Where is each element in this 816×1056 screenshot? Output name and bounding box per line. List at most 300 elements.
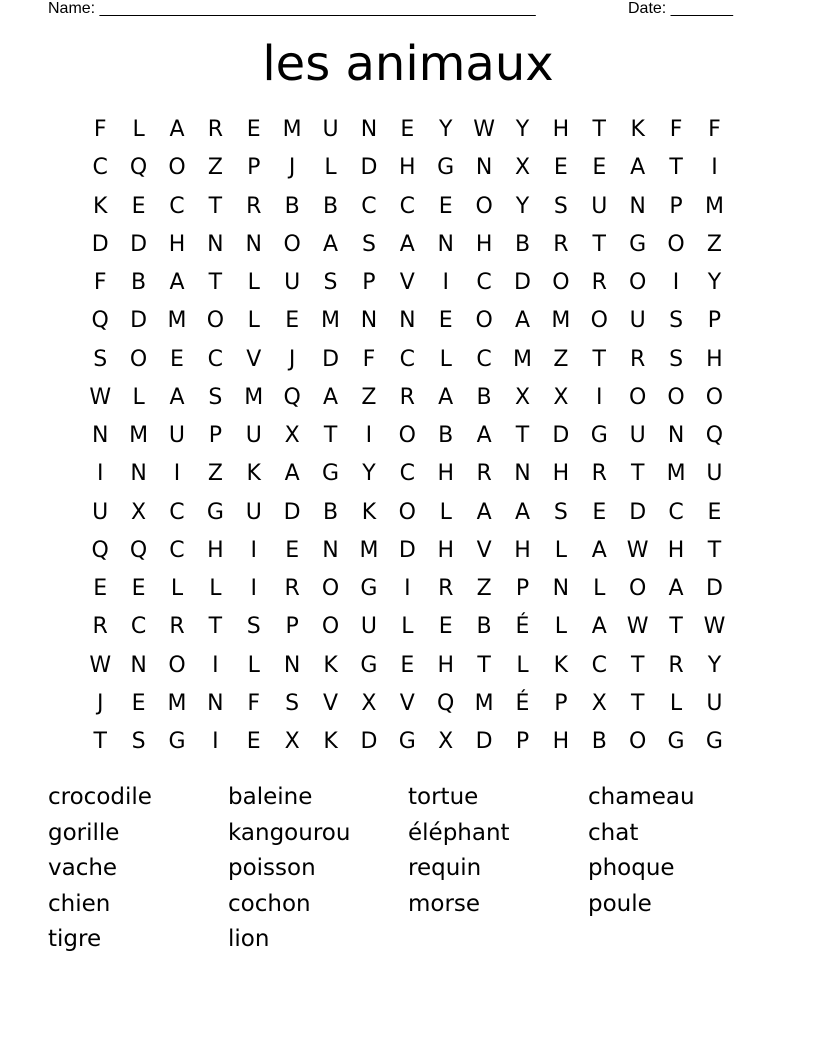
grid-cell: T [669, 155, 683, 181]
grid-cell: Q [705, 423, 724, 449]
grid-cell: L [132, 117, 145, 143]
grid-row [81, 494, 734, 532]
grid-cell: I [404, 576, 411, 602]
grid-cell: A [591, 614, 607, 640]
grid-cell: N [360, 308, 378, 334]
grid-cell: B [284, 193, 300, 219]
grid-cell: I [672, 270, 680, 296]
grid-cell: C [399, 461, 415, 487]
grid-row [81, 341, 734, 379]
grid-cell: É [515, 614, 530, 640]
grid-cell: W [473, 117, 495, 143]
grid-cell: X [361, 690, 377, 716]
word-list-item: kangourou [228, 819, 351, 846]
grid-cell: E [131, 690, 146, 716]
grid-cell: A [169, 117, 185, 143]
grid-cell: Z [207, 155, 223, 181]
name-field-label: Name: _________________________________________________ [48, 0, 536, 17]
grid-cell: A [284, 461, 300, 487]
grid-cell: V [476, 537, 492, 563]
grid-cell: F [669, 117, 683, 143]
grid-cell: Q [91, 308, 109, 334]
grid-cell: O [667, 231, 685, 257]
grid-cell: I [596, 384, 603, 410]
grid-cell: G [360, 652, 378, 678]
grid-cell: O [321, 614, 340, 640]
grid-cell: E [438, 614, 453, 640]
grid-row [81, 302, 734, 340]
grid-cell: J [96, 690, 104, 716]
word-search-grid [81, 111, 734, 761]
grid-cell: A [323, 231, 339, 257]
grid-cell: T [592, 117, 606, 143]
grid-cell: A [591, 537, 607, 563]
grid-cell: E [553, 155, 568, 181]
grid-cell: L [593, 576, 606, 602]
grid-row [81, 685, 734, 723]
grid-cell: C [476, 346, 492, 372]
grid-cell: T [630, 652, 645, 678]
grid-cell: P [707, 308, 722, 334]
grid-cell: I [212, 652, 219, 678]
grid-cell: H [667, 537, 685, 563]
grid-cell: R [630, 346, 646, 372]
grid-cell: H [437, 537, 454, 563]
grid-cell: O [475, 308, 493, 334]
grid-cell: Z [706, 231, 722, 257]
grid-cell: E [438, 308, 453, 334]
grid-cell: K [323, 729, 338, 755]
grid-cell: L [247, 308, 260, 334]
grid-cell: O [475, 193, 493, 219]
grid-row [81, 608, 734, 646]
grid-cell: U [360, 614, 377, 640]
grid-cell: M [474, 690, 494, 716]
grid-cell: W [89, 384, 112, 410]
grid-cell: C [591, 652, 607, 678]
grid-cell: I [250, 537, 257, 563]
grid-cell: A [323, 384, 339, 410]
grid-row [81, 149, 734, 187]
grid-cell: L [439, 346, 452, 372]
grid-cell: I [96, 461, 104, 487]
grid-cell: L [554, 537, 568, 563]
grid-cell: S [553, 499, 568, 525]
grid-cell: G [322, 461, 340, 487]
grid-cell: O [321, 576, 340, 602]
word-list-item: vache [48, 855, 118, 881]
grid-cell: G [629, 231, 647, 257]
grid-cell: M [359, 537, 379, 563]
grid-cell: N [360, 117, 378, 143]
grid-cell: T [323, 423, 338, 449]
grid-cell: C [399, 193, 415, 219]
grid-cell: N [322, 537, 339, 563]
grid-cell: C [169, 193, 185, 219]
grid-cell: C [361, 193, 377, 219]
word-list-item: chameau [588, 784, 695, 810]
grid-cell: X [284, 423, 300, 449]
word-list-item: poisson [228, 855, 316, 881]
grid-cell: O [129, 346, 148, 372]
grid-cell: N [130, 652, 147, 678]
grid-cell: D [130, 231, 148, 257]
grid-cell: O [552, 270, 570, 296]
grid-cell: V [323, 690, 339, 716]
grid-row [81, 379, 734, 417]
grid-cell: O [629, 270, 647, 296]
grid-cell: S [323, 270, 338, 296]
grid-cell: D [552, 423, 570, 449]
word-list-item: éléphant [408, 819, 510, 846]
grid-cell: K [630, 117, 645, 143]
grid-cell: S [208, 384, 223, 410]
grid-cell: Q [129, 537, 148, 563]
grid-cell: L [209, 576, 222, 602]
grid-row [81, 455, 734, 493]
grid-cell: X [438, 729, 454, 755]
grid-cell: N [130, 461, 147, 487]
grid-cell: A [438, 384, 454, 410]
grid-cell: L [170, 576, 184, 602]
grid-cell: G [398, 729, 416, 755]
grid-cell: A [630, 155, 646, 181]
grid-cell: A [668, 576, 684, 602]
grid-cell: D [514, 270, 531, 296]
grid-cell: B [438, 423, 454, 449]
grid-cell: R [438, 576, 454, 602]
grid-cell: B [514, 231, 531, 257]
grid-cell: E [438, 193, 453, 219]
grid-cell: N [514, 461, 531, 487]
grid-cell: R [284, 576, 300, 602]
grid-cell: X [131, 499, 147, 525]
grid-cell: A [399, 231, 415, 257]
grid-cell: H [552, 729, 570, 755]
grid-cell: R [246, 193, 262, 219]
grid-cell: X [514, 155, 531, 181]
grid-row [81, 417, 734, 455]
grid-cell: W [703, 614, 726, 640]
grid-cell: A [169, 270, 185, 296]
grid-cell: M [167, 690, 187, 716]
grid-cell: N [552, 576, 570, 602]
grid-cell: O [629, 576, 647, 602]
grid-cell: X [284, 729, 300, 755]
grid-cell: D [360, 729, 378, 755]
grid-cell: O [398, 423, 416, 449]
grid-cell: N [399, 308, 416, 334]
grid-cell: S [131, 729, 146, 755]
grid-cell: P [362, 270, 376, 296]
grid-cell: M [321, 308, 341, 334]
grid-cell: E [400, 117, 415, 143]
date-field-label: Date: _______ [628, 0, 733, 17]
grid-cell: R [476, 461, 492, 487]
grid-cell: C [476, 270, 492, 296]
grid-cell: B [322, 193, 339, 219]
grid-cell: I [442, 270, 449, 296]
grid-cell: F [362, 346, 376, 372]
grid-cell: J [288, 346, 296, 372]
grid-cell: U [322, 117, 339, 143]
grid-cell: N [437, 231, 454, 257]
grid-cell: O [667, 384, 685, 410]
grid-cell: D [283, 499, 301, 525]
grid-cell: O [168, 155, 186, 181]
grid-cell: U [245, 499, 262, 525]
grid-cell: N [91, 423, 109, 449]
grid-cell: R [591, 270, 607, 296]
grid-cell: H [168, 231, 186, 257]
grid-cell: G [206, 499, 224, 525]
grid-cell: Z [361, 384, 377, 410]
grid-cell: H [437, 652, 454, 678]
grid-cell: V [399, 690, 415, 716]
grid-cell: Y [362, 461, 376, 487]
grid-cell: L [669, 690, 683, 716]
grid-cell: J [288, 155, 296, 181]
grid-cell: Q [437, 690, 455, 716]
grid-cell: W [626, 537, 649, 563]
grid-cell: K [323, 652, 338, 678]
grid-cell: T [707, 537, 722, 563]
grid-cell: B [476, 384, 492, 410]
grid-cell: L [439, 499, 452, 525]
grid-cell: B [131, 270, 147, 296]
grid-cell: U [284, 270, 301, 296]
grid-cell: Y [515, 117, 530, 143]
grid-cell: E [131, 576, 146, 602]
grid-cell: E [592, 155, 607, 181]
grid-cell: S [553, 193, 568, 219]
grid-cell: L [516, 652, 529, 678]
grid-cell: W [89, 652, 112, 678]
grid-cell: N [207, 231, 224, 257]
grid-cell: C [668, 499, 684, 525]
grid-cell: U [245, 423, 262, 449]
grid-cell: F [247, 690, 261, 716]
grid-cell: P [208, 423, 222, 449]
grid-cell: B [591, 729, 607, 755]
grid-cell: O [283, 231, 301, 257]
grid-cell: R [591, 461, 607, 487]
grid-cell: A [476, 499, 492, 525]
grid-cell: M [167, 308, 187, 334]
grid-row [81, 723, 734, 761]
grid-cell: D [91, 231, 109, 257]
grid-cell: O [168, 652, 186, 678]
grid-cell: D [475, 729, 493, 755]
word-list [48, 780, 768, 958]
grid-cell: P [515, 576, 530, 602]
grid-cell: É [515, 690, 530, 716]
grid-cell: E [170, 346, 184, 372]
grid-cell: G [437, 155, 455, 181]
grid-cell: D [705, 576, 723, 602]
grid-cell: U [168, 423, 186, 449]
grid-cell: T [208, 270, 223, 296]
grid-cell: X [553, 384, 569, 410]
grid-cell: S [246, 614, 261, 640]
grid-cell: E [246, 117, 261, 143]
grid-cell: G [590, 423, 608, 449]
grid-row [81, 570, 734, 608]
grid-cell: H [552, 117, 570, 143]
grid-cell: M [513, 346, 532, 372]
grid-row [81, 647, 734, 685]
word-list-item: poule [588, 890, 652, 917]
grid-cell: N [207, 690, 224, 716]
word-list-item: gorille [48, 819, 120, 846]
grid-cell: P [247, 155, 261, 181]
grid-cell: H [207, 537, 224, 563]
grid-cell: Y [707, 270, 722, 296]
grid-cell: T [669, 614, 683, 640]
grid-cell: V [246, 346, 262, 372]
grid-cell: I [250, 576, 257, 602]
grid-cell: O [398, 499, 416, 525]
grid-cell: M [282, 117, 302, 143]
grid-cell: T [477, 652, 491, 678]
grid-cell: Y [438, 117, 453, 143]
grid-cell: L [401, 614, 414, 640]
grid-cell: P [285, 614, 299, 640]
grid-cell: X [514, 384, 531, 410]
grid-cell: C [207, 346, 224, 372]
grid-cell: N [245, 231, 262, 257]
grid-cell: O [705, 384, 724, 410]
grid-cell: R [207, 117, 224, 143]
grid-cell: C [399, 346, 415, 372]
grid-cell: X [591, 690, 607, 716]
grid-cell: E [592, 499, 607, 525]
grid-cell: D [360, 155, 378, 181]
word-list-item: lion [228, 926, 270, 952]
word-list-item: morse [408, 890, 481, 917]
word-list-item: crocodile [48, 784, 152, 810]
grid-cell: A [169, 384, 185, 410]
grid-cell: N [283, 652, 301, 678]
grid-cell: E [246, 729, 261, 755]
word-list-item: phoque [588, 855, 675, 881]
word-list-item: tigre [48, 926, 102, 952]
grid-cell: H [399, 155, 416, 181]
grid-cell: U [706, 690, 723, 716]
grid-cell: O [629, 729, 647, 755]
grid-cell: M [129, 423, 149, 449]
grid-cell: T [515, 423, 530, 449]
grid-cell: G [667, 729, 685, 755]
grid-cell: M [551, 308, 571, 334]
grid-cell: C [169, 537, 185, 563]
grid-cell: N [629, 193, 646, 219]
grid-cell: A [514, 499, 531, 525]
word-list-item: cochon [228, 890, 311, 917]
grid-cell: E [285, 537, 300, 563]
grid-cell: Z [476, 576, 492, 602]
grid-cell: G [705, 729, 723, 755]
grid-cell: Q [283, 384, 301, 410]
grid-cell: M [244, 384, 264, 410]
grid-cell: R [169, 614, 185, 640]
grid-cell: H [475, 231, 493, 257]
grid-cell: I [365, 423, 373, 449]
grid-cell: K [246, 461, 261, 487]
grid-cell: Z [553, 346, 569, 372]
grid-cell: T [592, 346, 606, 372]
grid-cell: K [92, 193, 108, 219]
grid-cell: D [629, 499, 647, 525]
grid-cell: R [399, 384, 415, 410]
grid-cell: T [208, 193, 223, 219]
grid-cell: V [399, 270, 415, 296]
grid-cell: H [514, 537, 531, 563]
grid-cell: L [132, 384, 145, 410]
grid-cell: O [629, 384, 647, 410]
grid-cell: U [629, 423, 646, 449]
grid-cell: E [285, 308, 300, 334]
grid-cell: U [92, 499, 109, 525]
grid-cell: K [361, 499, 377, 525]
word-list-item: tortue [408, 784, 479, 810]
grid-cell: O [206, 308, 225, 334]
word-list-item: baleine [228, 784, 313, 810]
grid-cell: D [322, 346, 340, 372]
grid-cell: N [475, 155, 493, 181]
grid-cell: W [626, 614, 649, 640]
grid-cell: F [93, 117, 107, 143]
grid-cell: P [515, 729, 530, 755]
grid-cell: R [92, 614, 108, 640]
grid-cell: L [554, 614, 568, 640]
grid-cell: S [669, 308, 684, 334]
grid-cell: U [629, 308, 646, 334]
grid-cell: Q [91, 537, 109, 563]
grid-row [81, 188, 734, 226]
grid-cell: T [208, 614, 223, 640]
grid-cell: E [400, 652, 415, 678]
grid-cell: M [704, 193, 724, 219]
grid-cell: M [666, 461, 686, 487]
grid-cell: H [706, 346, 723, 372]
grid-cell: L [247, 270, 260, 296]
word-list-item: chien [48, 890, 111, 917]
grid-cell: T [93, 729, 107, 755]
grid-cell: S [669, 346, 684, 372]
grid-cell: B [322, 499, 339, 525]
grid-cell: T [592, 231, 606, 257]
grid-cell: I [711, 155, 718, 181]
grid-cell: S [361, 231, 376, 257]
word-list-item: chat [588, 819, 639, 846]
grid-cell: U [706, 461, 723, 487]
grid-cell: G [360, 576, 378, 602]
grid-cell: A [514, 308, 531, 334]
grid-cell: C [130, 614, 147, 640]
page-title: les animaux [262, 36, 554, 92]
grid-row [81, 264, 734, 302]
grid-cell: R [668, 652, 684, 678]
grid-cell: Z [207, 461, 223, 487]
grid-cell: B [476, 614, 492, 640]
grid-cell: E [707, 499, 722, 525]
grid-cell: F [93, 270, 107, 296]
grid-cell: D [130, 308, 148, 334]
grid-cell: L [247, 652, 260, 678]
grid-cell: L [324, 155, 337, 181]
grid-cell: Y [707, 652, 722, 678]
